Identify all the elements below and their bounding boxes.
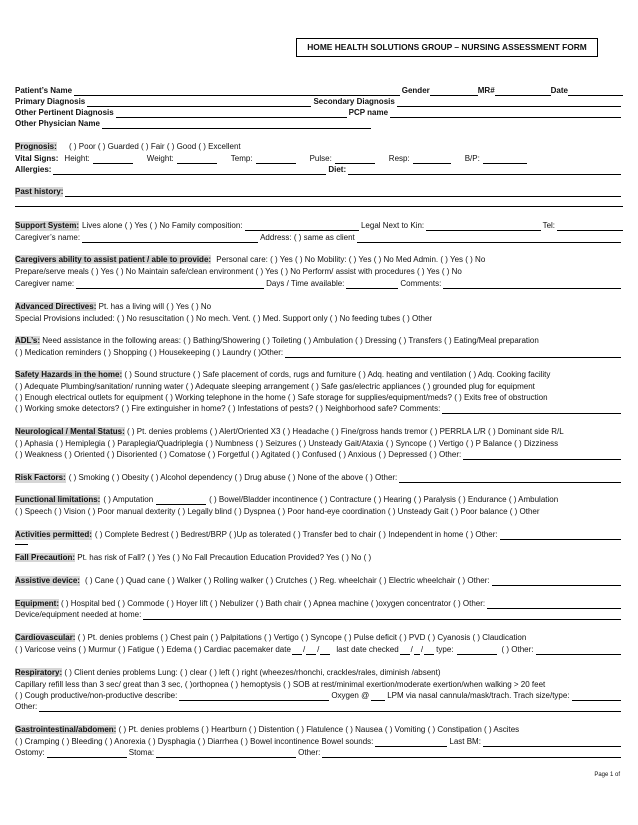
- safety-line-4[interactable]: ( ) Working smoke detectors? ( ) Fire extinguisher in home? ( ) Infestations of pests? ( ) Neighborhood safe? Comments:: [15, 404, 441, 413]
- risk-row: [15, 473, 623, 483]
- safety-comments-field[interactable]: [442, 405, 621, 414]
- adl-label: ADL’s:: [15, 336, 41, 345]
- other-dx-label: Other Pertinent Diagnosis: [15, 108, 114, 117]
- other-physician-row: [15, 119, 373, 129]
- safety-row-4: [15, 404, 623, 414]
- functional-line-2[interactable]: ( ) Speech ( ) Vision ( ) Poor manual dexterity ( ) Legally blind ( ) Dyspnea ( ) Poor hand-eye coordination ( ) Unsteady Gait ( ) Poor balance ( ) Other: [15, 507, 540, 516]
- ability-caregiver-field[interactable]: [76, 280, 264, 289]
- safety-line-2[interactable]: ( ) Adequate Plumbing/sanitation/ running water ( ) Adequate sleeping arrangement ( ) Safe gas/electric appliances ( ) grounded plug for equipment: [15, 382, 535, 391]
- days-label: Days / Time available:: [266, 279, 345, 288]
- amputation-field[interactable]: [156, 496, 206, 505]
- adl-other-field[interactable]: [285, 349, 621, 358]
- functional-row-1: [15, 495, 623, 505]
- ability-row-3: [15, 279, 623, 289]
- neuro-other-field[interactable]: [463, 451, 621, 460]
- cardio-row-2: ( ) Varicose veins ( ) Murmur ( ) Fatigue ( ) Edema ( ) Cardiac pacemaker date / / last date checked / / type: ( ) Other:: [15, 645, 623, 655]
- directives-line-2[interactable]: Special Provisions included: ( ) No resuscitation ( ) No mech. Vent. ( ) Med. Support only ( ) No feeding tubes ( ) Other: [15, 314, 433, 323]
- resp-other-field[interactable]: [39, 703, 621, 712]
- patient-name-field[interactable]: [74, 87, 400, 96]
- risk-line[interactable]: ( ) Smoking ( ) Obesity ( ) Alcohol dependency ( ) Drug abuse ( ) None of the above ( ) Other:: [68, 473, 398, 482]
- address-label: Address: ( ) same as client: [260, 233, 355, 242]
- type-label: type:: [436, 645, 454, 654]
- neuro-row-3: [15, 450, 623, 460]
- pulse-label: Pulse:: [309, 154, 332, 163]
- allergies-label: Allergies:: [15, 165, 52, 174]
- assistive-row: [15, 576, 623, 586]
- equipment-row-1: [15, 599, 623, 609]
- type-field[interactable]: [457, 646, 497, 655]
- allergies-row: [15, 165, 623, 175]
- cardio-other-field[interactable]: [536, 646, 622, 655]
- past-history-line[interactable]: [15, 206, 623, 207]
- caregiver-label: Caregiver’s name:: [15, 233, 81, 242]
- short-rule: [15, 544, 28, 545]
- prognosis-options[interactable]: ( ) Poor ( ) Guarded ( ) Fair ( ) Good ( ) Excellent: [69, 142, 241, 151]
- ability-caregiver-label: Caregiver name:: [15, 279, 75, 288]
- activities-row: [15, 530, 623, 540]
- resp-row-1: [15, 668, 623, 678]
- gi-other-label: Other:: [298, 748, 321, 757]
- fall-line[interactable]: Pt. has risk of Fall? ( ) Yes ( ) No Fall Precaution Education Provided? Yes ( ) No ( ): [77, 553, 372, 562]
- date-field[interactable]: [568, 87, 623, 96]
- risk-other-field[interactable]: [399, 474, 621, 483]
- last-checked-label: last date checked: [336, 645, 399, 654]
- cardio-other-label[interactable]: ( ) Other:: [501, 645, 534, 654]
- equipment-label: Equipment:: [15, 599, 59, 608]
- directives-row-1: [15, 302, 623, 312]
- height-field[interactable]: [93, 155, 133, 164]
- bowel-sounds-field[interactable]: [375, 738, 447, 747]
- safety-line-1[interactable]: ( ) Sound structure ( ) Safe placement of cords, rugs and furniture ( ) Adq. heating and ventilation ( ) Adq. Cooking facility: [124, 370, 551, 379]
- caregiver-field[interactable]: [82, 234, 258, 243]
- resp-field[interactable]: [413, 155, 451, 164]
- cardio-row-1: [15, 633, 623, 643]
- neuro-label: Neurological / Mental Status:: [15, 427, 125, 436]
- adl-line-1[interactable]: Need assistance in the following areas: ( ) Bathing/Showering ( ) Toileting ( ) Ambulation ( ) Dressing ( ) Transfers ( ) Eating/Meal preparation: [42, 336, 539, 345]
- adl-row-2: [15, 348, 623, 358]
- oxygen-field[interactable]: [371, 692, 385, 701]
- assistive-other-field[interactable]: [492, 577, 621, 586]
- ability-line-1[interactable]: Personal care: ( ) Yes ( ) No Mobility: ( ) Yes ( ) No Med Admin. ( ) Yes ( ) No: [216, 255, 486, 264]
- allergies-field[interactable]: [53, 166, 326, 175]
- pcp-field[interactable]: [390, 109, 621, 118]
- secondary-dx-label: Secondary Diagnosis: [313, 97, 395, 106]
- diagnosis-row: [15, 97, 623, 107]
- activities-line[interactable]: ( ) Complete Bedrest ( ) Bedrest/BRP ( )Up as tolerated ( ) Transfer bed to chair ( ) Independent in home ( ) Other:: [94, 530, 498, 539]
- secondary-dx-field[interactable]: [397, 98, 621, 107]
- bp-field[interactable]: [483, 155, 527, 164]
- checked-date-y[interactable]: [424, 646, 434, 655]
- weight-label: Weight:: [146, 154, 174, 163]
- past-history-label: Past history:: [15, 187, 64, 196]
- safety-line-3[interactable]: ( ) Enough electrical outlets for equipment ( ) Working telephone in the home ( ) Safe storage for supplies/equipment/meds? ( ) Exits free of obstruction: [15, 393, 548, 402]
- mr-label: MR#: [477, 86, 495, 95]
- safety-label: Safety Hazards in the home:: [15, 370, 123, 379]
- cough-option[interactable]: ( ) Cough productive/non-productive describe:: [15, 691, 178, 700]
- cardio-line-2[interactable]: ( ) Varicose veins ( ) Murmur ( ) Fatigue ( ) Edema ( ) Cardiac pacemaker date: [15, 645, 291, 654]
- primary-dx-field[interactable]: [87, 98, 311, 107]
- comments-label: Comments:: [400, 279, 442, 288]
- resp-line-2[interactable]: Capillary refill less than 3 sec/ great than 3 sec, ( )orthopnea ( ) hemoptysis ( ) SOB at rest/minimal exertion/moderate exertion/when walking > 20 feet: [15, 680, 546, 689]
- fall-label: Fall Precaution:: [15, 553, 76, 562]
- pacemaker-date-d[interactable]: [306, 646, 316, 655]
- other-dx-field[interactable]: [116, 109, 347, 118]
- temp-label: Temp:: [230, 154, 253, 163]
- gi-line-2[interactable]: ( ) Cramping ( ) Bleeding ( ) Anorexia ( ) Dysphagia ( ) Diarrhea ( ) Bowel incontinence Bowel sounds:: [15, 737, 374, 746]
- cardio-label: Cardiovascular:: [15, 633, 76, 642]
- checked-date-d[interactable]: [414, 646, 420, 655]
- tel-label: Tel:: [542, 221, 556, 230]
- comments-field[interactable]: [443, 280, 621, 289]
- adl-row-1: [15, 336, 623, 346]
- checked-date-m[interactable]: [400, 646, 410, 655]
- vitals-label: Vital Signs:: [15, 154, 59, 163]
- neuro-line-1[interactable]: ( ) Pt. denies problems ( ) Alert/Oriented X3 ( ) Headache ( ) Fine/gross hands tremor ( ) PERRLA L/R ( ) Dominant side R/L: [127, 427, 564, 436]
- activities-other-field[interactable]: [500, 531, 621, 540]
- past-history-row: [15, 187, 623, 197]
- legal-kin-field[interactable]: [426, 222, 540, 231]
- stoma-label: Stoma:: [128, 748, 155, 757]
- ostomy-label: Ostomy:: [15, 748, 45, 757]
- trach-size-field[interactable]: [572, 692, 621, 701]
- tel-field[interactable]: [557, 222, 623, 231]
- last-bm-field[interactable]: [483, 738, 621, 747]
- activities-label: Activities permitted:: [15, 530, 92, 539]
- equipment-row-2: [15, 610, 623, 620]
- gi-row-2: [15, 737, 623, 747]
- ostomy-field[interactable]: [47, 749, 127, 758]
- bp-label: B/P:: [464, 154, 480, 163]
- gi-line-1[interactable]: ( ) Pt. denies problems ( ) Heartburn ( ) Distention ( ) Flatulence ( ) Nausea ( ) Vomiting ( ) Constipation ( ) Ascites: [118, 725, 520, 734]
- date-label: Date: [550, 86, 568, 95]
- prognosis-row: [15, 142, 623, 152]
- resp-other-label: Other:: [15, 702, 38, 711]
- other-dx-row: [15, 108, 623, 118]
- days-field[interactable]: [346, 280, 398, 289]
- ability-label: Caregivers ability to assist patient / able to provide:: [15, 255, 212, 264]
- safety-row-1: [15, 370, 623, 380]
- other-physician-label: Other Physician Name: [15, 119, 100, 128]
- lpm-label: LPM via nasal cannula/mask/trach. Trach size/type:: [387, 691, 570, 700]
- last-bm-label: Last BM:: [449, 737, 481, 746]
- functional-label: Functional limitations:: [15, 495, 101, 504]
- gi-row-3: [15, 748, 623, 758]
- assistive-line[interactable]: ( ) Cane ( ) Quad cane ( ) Walker ( ) Rolling walker ( ) Crutches ( ) Reg. wheelchair ( ) Electric wheelchair ( ) Other:: [84, 576, 490, 585]
- gi-row-1: [15, 725, 623, 735]
- ability-line-2[interactable]: Prepare/serve meals ( ) Yes ( ) No Maintain safe/clean environment ( ) Yes ( ) No Perform/ assist with procedures ( ) Yes ( ) No: [15, 267, 462, 276]
- resp-row-4: [15, 702, 623, 712]
- vitals-row: [15, 154, 623, 164]
- equipment-other-field[interactable]: [487, 600, 621, 609]
- patient-name-row: [15, 86, 623, 96]
- primary-dx-label: Primary Diagnosis: [15, 97, 86, 106]
- address-field[interactable]: [357, 234, 621, 243]
- adl-line-2[interactable]: ( ) Medication reminders ( ) Shopping ( ) Housekeeping ( ) Laundry ( )Other:: [15, 348, 284, 357]
- pacemaker-date-m[interactable]: [292, 646, 302, 655]
- form-title: HOME HEALTH SOLUTIONS GROUP – NURSING ASSESSMENT FORM: [296, 38, 598, 57]
- gender-label: Gender: [401, 86, 430, 95]
- gi-other-field[interactable]: [322, 749, 621, 758]
- other-physician-field[interactable]: [102, 120, 371, 129]
- neuro-line-3[interactable]: ( ) Weakness ( ) Oriented ( ) Disoriented ( ) Comatose ( ) Forgetful ( ) Agitated ( ) Confused ( ) Anxious ( ) Depressed ( ) Other:: [15, 450, 462, 459]
- diet-label: Diet:: [328, 165, 347, 174]
- oxygen-label: Oxygen @: [331, 691, 370, 700]
- cough-describe-field[interactable]: [179, 692, 329, 701]
- neuro-row-1: [15, 427, 623, 437]
- diet-field[interactable]: [348, 166, 621, 175]
- directives-line-1[interactable]: Pt. has a living will ( ) Yes ( ) No: [98, 302, 212, 311]
- family-composition-field[interactable]: [245, 222, 359, 231]
- pacemaker-date-y[interactable]: [320, 646, 330, 655]
- support-row: [15, 221, 623, 231]
- past-history-field[interactable]: [65, 188, 621, 197]
- pcp-label: PCP name: [348, 108, 389, 117]
- neuro-line-2[interactable]: ( ) Aphasia ( ) Hemiplegia ( ) Paraplegia/Quadriplegia ( ) Numbness ( ) Seizures ( ) Unsteady Gait/Ataxia ( ) Syncope ( ) Vertigo ( ) P Balance ( ) Dizziness: [15, 439, 559, 448]
- functional-line-1[interactable]: ( ) Bowel/Bladder incontinence ( ) Contracture ( ) Hearing ( ) Paralysis ( ) Endurance ( ) Ambulation: [209, 495, 559, 504]
- stoma-field[interactable]: [156, 749, 296, 758]
- support-text: Lives alone ( ) Yes ( ) No Family composition:: [82, 221, 243, 230]
- page-number: Page 1 of: [594, 772, 620, 778]
- legal-kin-label: Legal Next to Kin:: [360, 221, 425, 230]
- caregiver-row: [15, 233, 623, 243]
- amputation-option[interactable]: ( ) Amputation: [103, 495, 154, 504]
- height-label: Height:: [64, 154, 90, 163]
- cardio-line-1[interactable]: ( ) Pt. denies problems ( ) Chest pain ( ) Palpitations ( ) Vertigo ( ) Syncope ( ) Pulse deficit ( ) PVD ( ) Cyanosis ( ) Claudication: [77, 633, 527, 642]
- support-label: Support System:: [15, 221, 80, 230]
- directives-label: Advanced Directives:: [15, 302, 97, 311]
- assistive-label: Assistive device:: [15, 576, 80, 585]
- mr-field[interactable]: [495, 87, 551, 96]
- device-needed-field[interactable]: [143, 611, 621, 620]
- weight-field[interactable]: [177, 155, 217, 164]
- prognosis-label: Prognosis:: [15, 142, 57, 151]
- resp-label: Resp:: [388, 154, 410, 163]
- resp-row-3: [15, 691, 623, 701]
- gender-field[interactable]: [430, 87, 478, 96]
- patient-name-label: Patient’s Name: [15, 86, 73, 95]
- gi-label: Gastrointestinal/abdomen:: [15, 725, 117, 734]
- resp-line-1[interactable]: ( ) Client denies problems Lung: ( ) clear ( ) left ( ) right (wheezes/rhonchi, crackles/rales, diminish /absent): [64, 668, 441, 677]
- temp-field[interactable]: [256, 155, 296, 164]
- risk-label: Risk Factors:: [15, 473, 66, 482]
- equipment-line-2: Device/equipment needed at home:: [15, 610, 142, 619]
- equipment-line-1[interactable]: ( ) Hospital bed ( ) Commode ( ) Hoyer lift ( ) Nebulizer ( ) Bath chair ( ) Apnea machine ( )oxygen concentrator ( ) Other:: [61, 599, 486, 608]
- resp-label: Respiratory:: [15, 668, 63, 677]
- fall-row: [15, 553, 623, 563]
- pulse-field[interactable]: [335, 155, 375, 164]
- ability-row-1: [15, 255, 623, 265]
